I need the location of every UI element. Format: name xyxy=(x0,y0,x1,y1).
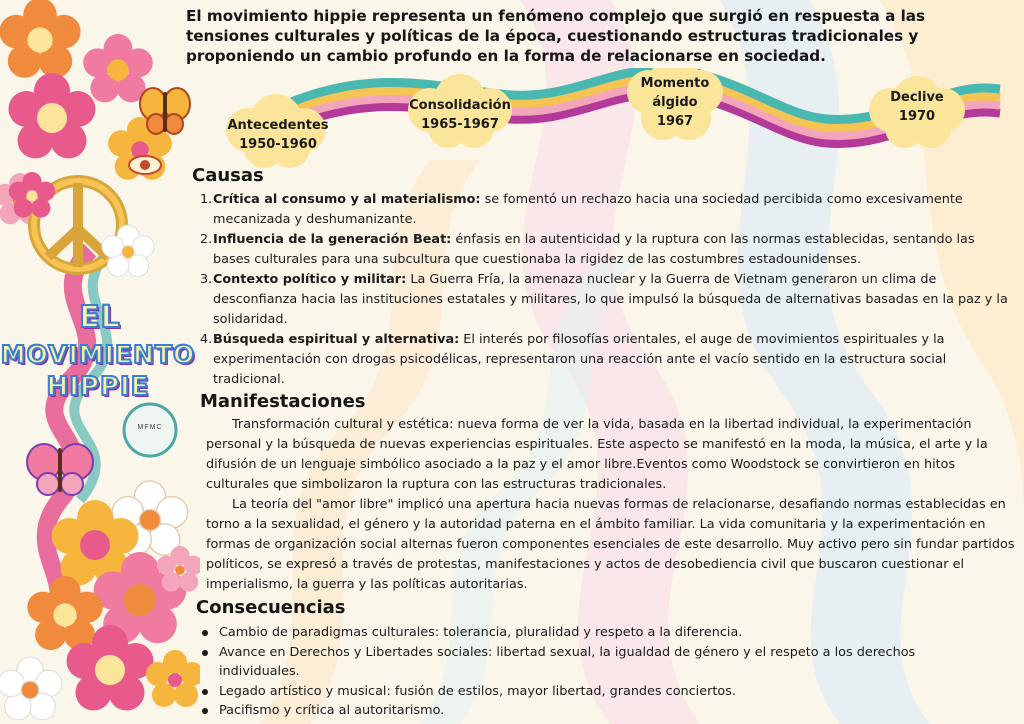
timeline-stage-name: Momento álgido xyxy=(640,76,710,110)
flower-icon xyxy=(9,73,96,159)
timeline-momento-algido xyxy=(625,74,725,131)
timeline-stage-name: Declive xyxy=(890,90,944,105)
list-item xyxy=(200,330,1010,390)
item-text: Avance en Derechos y Libertades sociales: libertad sexual, la igualdad de género y el respeto a los derechos individuales. xyxy=(219,644,916,679)
list-item xyxy=(218,701,998,721)
intro-paragraph: El movimiento hippie representa un fenómeno complejo que surgió en respuesta a las tensiones culturales y políticas de la época, cuestionando estructuras tradicionales y proponiendo un cambio profundo en la forma de relacionarse en sociedad. xyxy=(186,7,926,65)
flower-icon xyxy=(146,650,200,707)
bullet-icon xyxy=(202,650,208,656)
manifestations-paragraph: Transformación cultural y estética: nueva forma de ver la vida, basada en la libertad individual, la experimentación personal y la búsqueda de nuevas experiencias espirituales. Este aspecto se manifestó en la moda, la música, el arte y la difusión de un lenguaje simbólico asociado a la paz y el amor libre.Eventos como Woodstock se convirtieron en hitos culturales que simbolizaron la ruptura con las estructuras tradicionales. xyxy=(206,417,988,492)
flower-icon xyxy=(0,657,62,720)
causes-heading: Causas xyxy=(192,165,264,186)
flower-icon xyxy=(27,576,102,650)
flower-icon xyxy=(102,225,154,276)
flower-icon xyxy=(0,0,81,78)
item-lead: Crítica al consumo y al materialismo: xyxy=(213,192,481,207)
item-text: énfasis en la autenticidad y la ruptura con las normas establecidas, sentando las bases culturales para una subcultura que cuestionaba la rigidez de las costumbres estadounidenses. xyxy=(213,232,975,267)
item-number: 2. xyxy=(200,232,213,247)
item-number: 3. xyxy=(200,272,213,287)
consequences-list xyxy=(218,623,998,721)
item-lead: Contexto político y militar: xyxy=(213,272,407,287)
manifestations-body xyxy=(206,415,1018,595)
title-line-movimiento: MOVIMIENTO xyxy=(0,340,196,369)
causes-list xyxy=(200,190,1010,390)
timeline-stage-name: Antecedentes xyxy=(227,118,329,133)
timeline-stage-years: 1970 xyxy=(898,109,936,124)
timeline-antecedentes xyxy=(218,116,338,154)
bullet-icon xyxy=(202,630,208,636)
timeline-stage-years: 1967 xyxy=(656,114,694,129)
item-number: 1. xyxy=(200,192,213,207)
item-text: La Guerra Fría, la amenaza nuclear y la Guerra de Vietnam generaron un clima de desconfianza hacia las instituciones estatales y militares, lo que impulsó la búsqueda de alternativas basadas en la paz y la solidaridad. xyxy=(213,272,1008,327)
butterfly-icon xyxy=(140,88,190,134)
item-text: se fomentó un rechazo hacia una sociedad percibida como excesivamente mecanizada y deshumanizante. xyxy=(213,192,963,227)
butterfly-icon xyxy=(27,444,93,495)
timeline-stage-name: Consolidación xyxy=(409,98,511,113)
flower-icon xyxy=(83,34,153,102)
bullet-icon xyxy=(202,708,208,714)
title-line-hippie: HIPPIE xyxy=(46,372,150,402)
list-item xyxy=(200,230,1010,270)
consequences-heading: Consecuencias xyxy=(196,597,346,618)
manifestations-heading: Manifestaciones xyxy=(200,391,366,412)
eye-icon xyxy=(129,156,161,174)
item-text: Pacifismo y crítica al autoritarismo. xyxy=(219,703,445,718)
list-item xyxy=(218,623,998,643)
timeline-stage-years: 1950-1960 xyxy=(239,137,317,152)
item-text: Cambio de paradigmas culturales: tolerancia, pluralidad y respeto a la diferencia. xyxy=(219,625,743,640)
title-line-el: EL xyxy=(79,300,121,335)
item-number: 4. xyxy=(200,332,213,347)
list-item xyxy=(218,643,998,682)
list-item xyxy=(200,270,1010,330)
timeline-stage-years: 1965-1967 xyxy=(421,117,499,132)
item-lead: Búsqueda espiritual y alternativa: xyxy=(213,332,460,347)
timeline-consolidacion xyxy=(400,96,520,134)
list-item xyxy=(218,682,998,702)
manifestations-paragraph: La teoría del "amor libre" implicó una apertura hacia nuevas formas de relacionarse, desafiando normas establecidas en torno a la sexualidad, el género y la autoridad paterna en el ámbito familiar. La vida comunitaria y la experimentación en formas de organización social alternas fueron componentes esenciales de este desarrollo. Muy activo pero sin fundar partidos políticos, se expresó a través de protestas, manifestaciones y actos de desobediencia civil que buscaron cuestionar el imperialismo, la guerra y las políticas autoritarias. xyxy=(206,497,1015,592)
item-text: Legado artístico y musical: fusión de estilos, mayor libertad, grandes conciertos. xyxy=(219,683,736,699)
timeline-declive xyxy=(867,88,967,126)
list-item xyxy=(200,190,1010,230)
item-lead: Influencia de la generación Beat: xyxy=(213,232,452,247)
item-text: El interés por filosofías orientales, el auge de movimientos espirituales y la experimentación con drogas psicodélicas, representaron una reacción ante el vacío sentido en la estructura social tradicional. xyxy=(213,332,947,387)
bullet-icon xyxy=(202,689,208,695)
badge-label: MFMC xyxy=(137,424,163,431)
